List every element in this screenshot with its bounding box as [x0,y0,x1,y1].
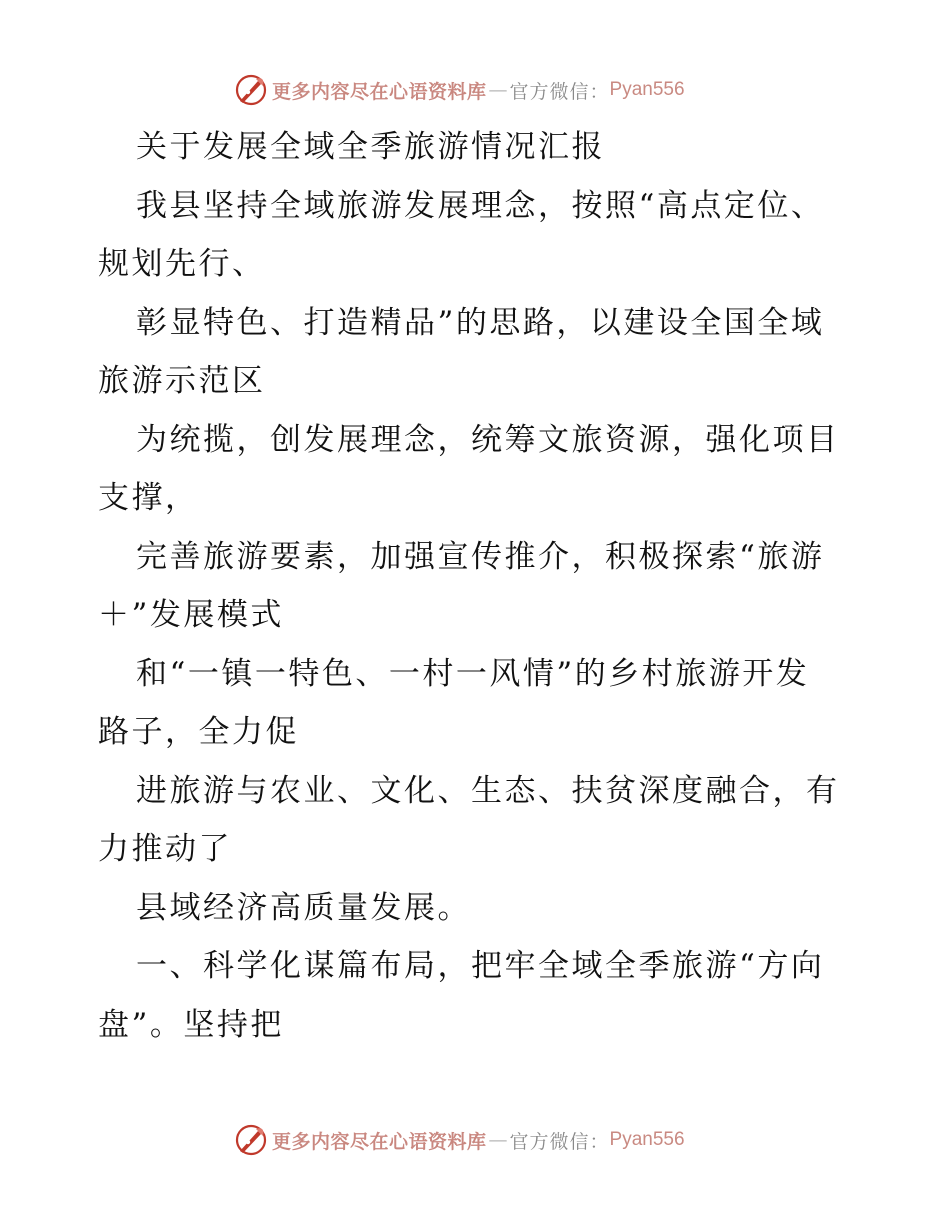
document-body [98,118,858,1054]
paragraph-line: 完善旅游要素，加强宣传推介，积极探索“旅游 [136,538,825,575]
paragraph-line: ＋”发展模式 [98,597,284,633]
watermark-wechat-label: 官方微信： [509,80,610,103]
section-heading-line: 一、科学化谋篇布局，把牢全域全季旅游“方向 [136,948,825,984]
paragraph-line: 和“一镇一特色、一村一风情”的乡村旅游开发 [136,655,810,692]
paragraph-line: 盘”。坚持把 [98,1006,284,1043]
watermark-wechat-label: 官方微信： [509,1130,610,1153]
paragraph-line: 我县坚持全域旅游发展理念，按照“高点定位、 [136,187,825,224]
header-watermark [234,72,685,108]
quill-logo-icon [234,1123,268,1157]
watermark-wechat-id: Pyan556 [609,1129,685,1150]
watermark-main-text: 更多内容尽在心语资料库 [272,1130,487,1153]
watermark-wechat-id: Pyan556 [609,79,685,100]
quill-logo-icon [234,73,268,107]
paragraph-line: 力推动了 [98,831,232,867]
paragraph-line: 旅游示范区 [98,363,266,399]
paragraph-line: 路子，全力促 [98,714,299,750]
footer-watermark [234,1122,685,1158]
document-title: 关于发展全域全季旅游情况汇报 [136,129,605,165]
paragraph-line: 进旅游与农业、文化、生态、扶贫深度融合，有 [136,772,840,809]
paragraph-line: 规划先行、 [98,246,266,282]
paragraph-line: 为统揽，创发展理念，统筹文旅资源，强化项目 [136,421,840,458]
paragraph-line: 彰显特色、打造精品”的思路，以建设全国全域 [136,304,825,341]
watermark-separator: — [488,79,508,101]
watermark-main-text: 更多内容尽在心语资料库 [272,80,487,103]
paragraph-line: 县域经济高质量发展。 [136,889,471,926]
paragraph-line: 支撑， [98,480,199,516]
watermark-separator: — [488,1129,508,1151]
